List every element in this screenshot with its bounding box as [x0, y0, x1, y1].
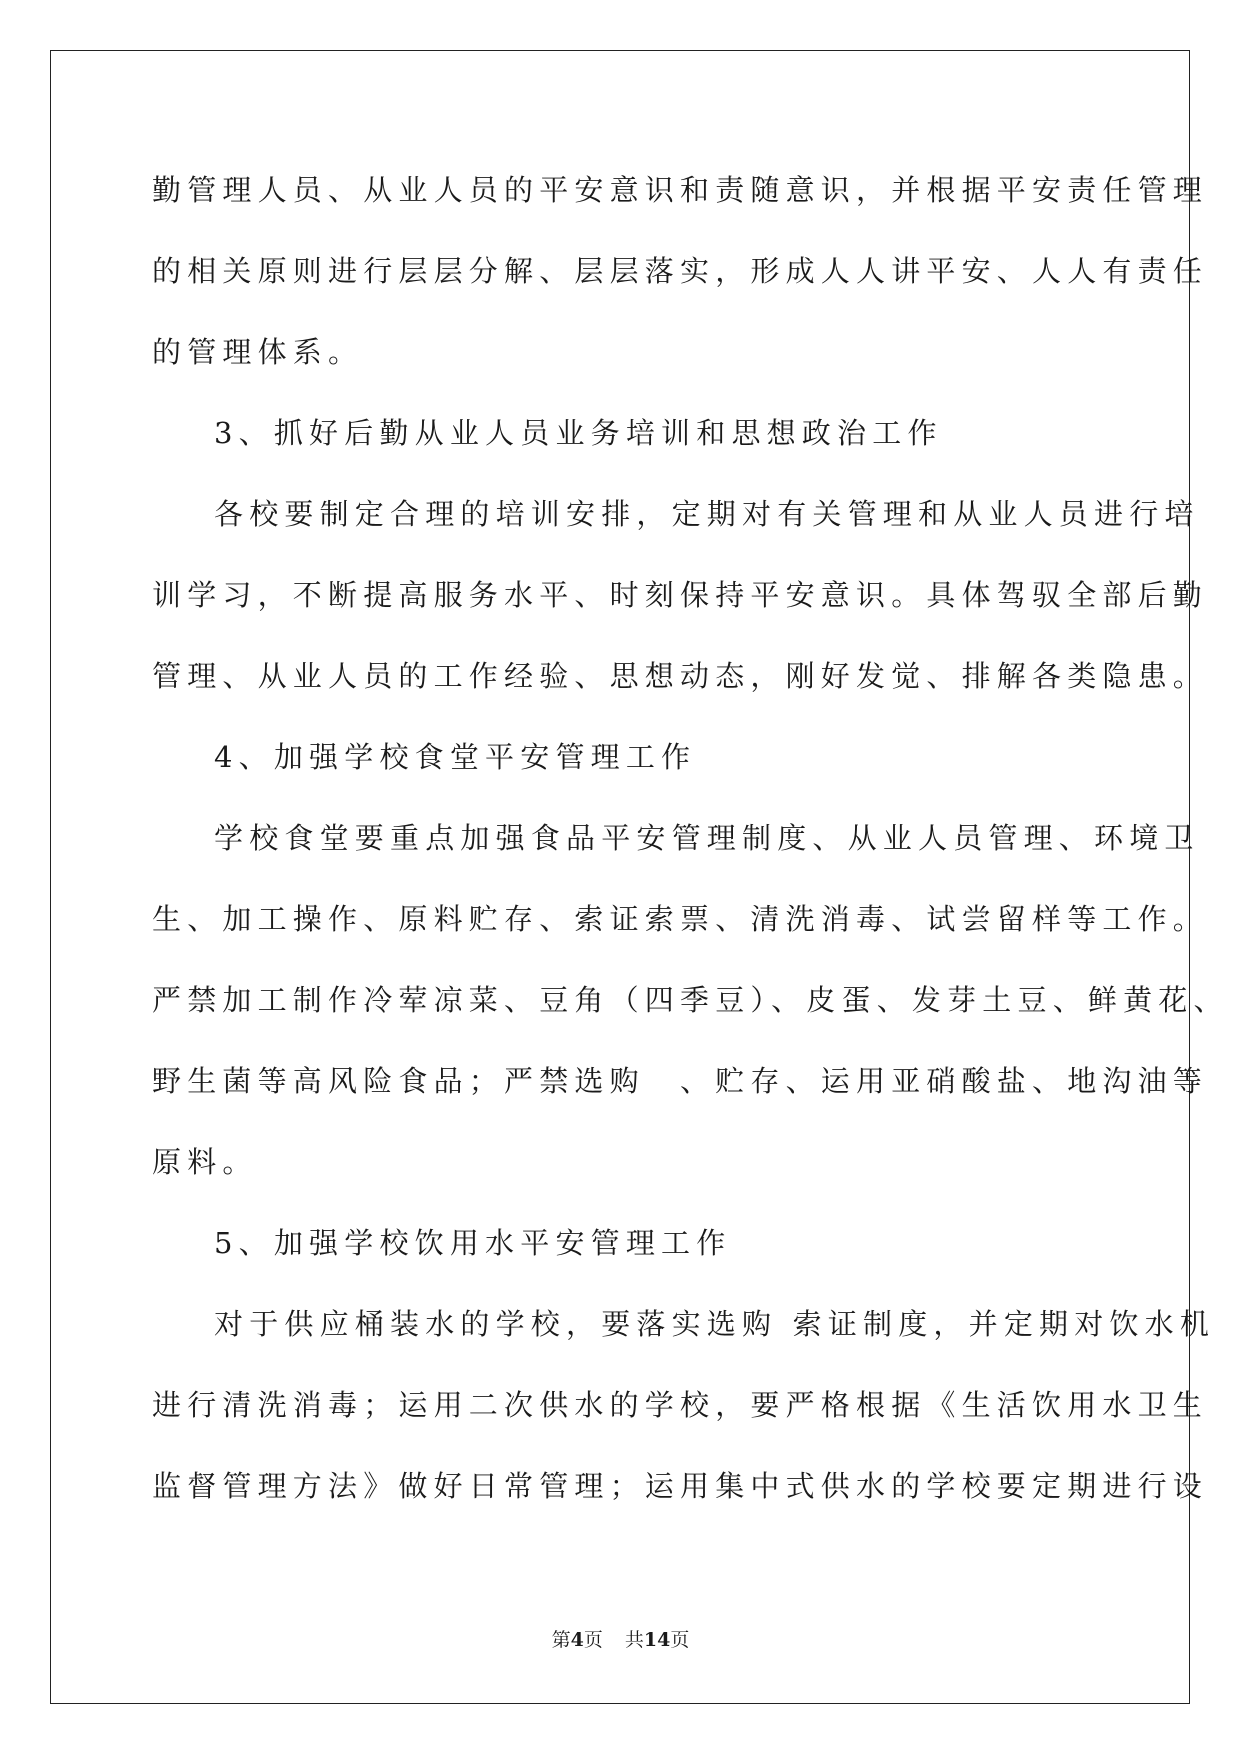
text-line-17: 监督管理方法》做好日常管理；运用集中式供水的学校要定期进行设: [152, 1469, 1209, 1503]
text-line-11: 严禁加工制作冷荤凉菜、豆角（四季豆）、皮蛋、发芽土豆、鲜黄花、: [152, 983, 1229, 1017]
text-line-5: 各校要制定合理的培训安排，定期对有关管理和从业人员进行培: [214, 497, 1200, 531]
page-footer: [0, 1625, 1241, 1652]
text-line-7: 管理、从业人员的工作经验、思想动态，刚好发觉、排解各类隐患。: [152, 659, 1209, 693]
text-line-15: 对于供应桶装水的学校，要落实选购 索证制度，并定期对饮水机: [214, 1307, 1216, 1341]
section-heading-4: 4、加强学校食堂平安管理工作: [214, 740, 697, 774]
total-pages: 14: [643, 1629, 671, 1651]
text-line-3: 的管理体系。: [152, 335, 364, 369]
total-prefix: 共: [624, 1629, 644, 1651]
page-number: 4: [570, 1629, 584, 1651]
document-body: [152, 160, 1229, 1537]
text-line-13: 原料。: [152, 1145, 258, 1179]
text-line-9: 学校食堂要重点加强食品平安管理制度、从业人员管理、环境卫: [214, 821, 1200, 855]
text-line-2: 的相关原则进行层层分解、层层落实，形成人人讲平安、人人有责任: [152, 254, 1209, 288]
text-line-16: 进行清洗消毒；运用二次供水的学校，要严格根据《生活饮用水卫生: [152, 1388, 1209, 1422]
text-line-6: 训学习，不断提高服务水平、时刻保持平安意识。具体驾驭全部后勤: [152, 578, 1209, 612]
text-line-12: 野生菌等高风险食品；严禁选购 、贮存、运用亚硝酸盐、地沟油等: [152, 1064, 1209, 1098]
page-suffix: 页: [583, 1629, 603, 1651]
page-prefix: 第: [551, 1629, 571, 1651]
section-heading-3: 3、抓好后勤从业人员业务培训和思想政治工作: [214, 416, 943, 450]
total-suffix: 页: [670, 1629, 690, 1651]
section-heading-5: 5、加强学校饮用水平安管理工作: [214, 1226, 732, 1260]
text-line-1: 勤管理人员、从业人员的平安意识和责随意识，并根据平安责任管理: [152, 173, 1209, 207]
text-line-10: 生、加工操作、原料贮存、索证索票、清洗消毒、试尝留样等工作。: [152, 902, 1209, 936]
